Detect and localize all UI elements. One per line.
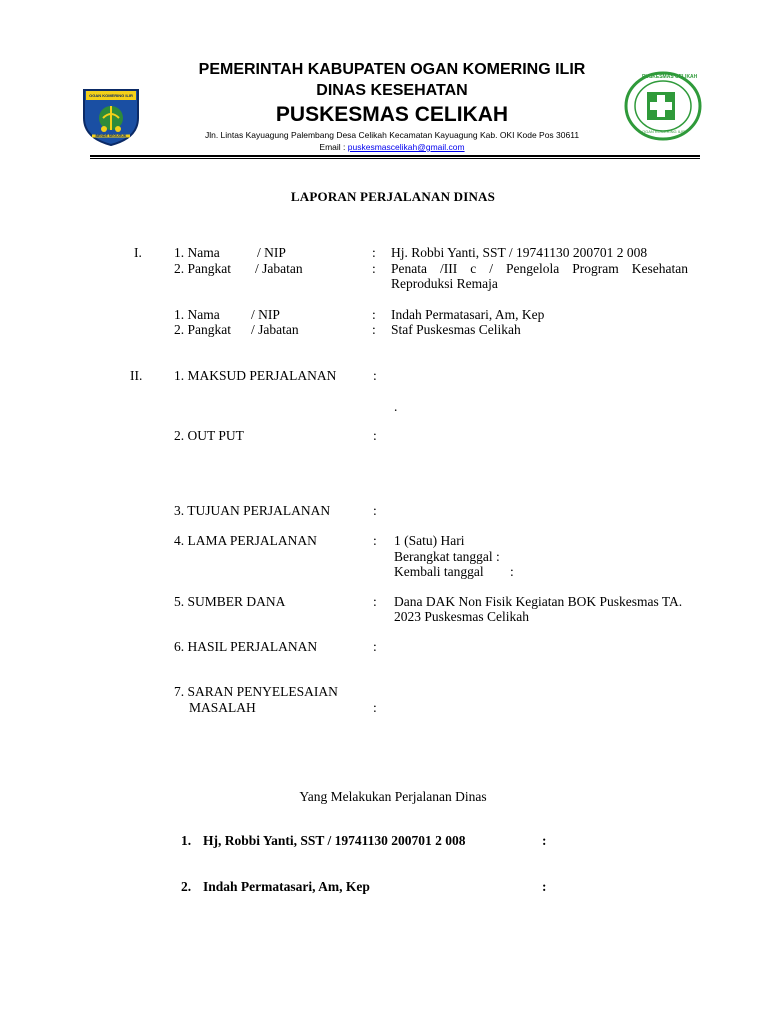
p2-pangkat-value: Staf Puskesmas Celikah bbox=[391, 322, 521, 337]
signature-1-number: 1. bbox=[181, 833, 192, 848]
hasil-label: 6. HASIL PERJALANAN bbox=[174, 639, 318, 654]
saran-colon: : bbox=[373, 700, 377, 715]
tujuan-colon: : bbox=[373, 503, 377, 518]
sumber-label: 5. SUMBER DANA bbox=[174, 594, 286, 609]
letterhead-address: Jln. Lintas Kayuagung Palembang Desa Celikah Kecamatan Kayuagung Kab. OKI Kode Pos 30611 bbox=[204, 130, 580, 140]
p2-pangkat-colon: : bbox=[372, 322, 376, 337]
tujuan-label: 3. TUJUAN PERJALANAN bbox=[174, 503, 331, 518]
letterhead-institution: PUSKESMAS CELIKAH bbox=[275, 103, 509, 126]
lama-value: 1 (Satu) Hari bbox=[394, 533, 465, 548]
letterhead-government: PEMERINTAH KABUPATEN OGAN KOMERING ILIR bbox=[198, 61, 586, 78]
header-rule-thick bbox=[90, 155, 700, 157]
p1-pangkat-label: 2. Pangkat bbox=[174, 261, 231, 276]
p1-pangkat-value: Penata /III c / Pengelola Program Kesehatan Reproduksi Remaja bbox=[391, 261, 688, 291]
output-colon: : bbox=[373, 428, 377, 443]
emblem-top-text: OGAN KOMERING ILIR bbox=[89, 93, 133, 98]
saran-label-line2: MASALAH bbox=[189, 700, 256, 715]
letterhead-email-line bbox=[150, 142, 634, 153]
document-title: LAPORAN PERJALANAN DINAS bbox=[290, 189, 496, 204]
signature-2-name: Indah Permatasari, Am, Kep bbox=[203, 879, 370, 894]
p1-nip-label: / NIP bbox=[257, 245, 286, 260]
emblem-bottom-text: BENDE SEGUGUK bbox=[95, 134, 127, 138]
p1-nama-colon: : bbox=[372, 245, 376, 260]
signature-2-colon: : bbox=[542, 879, 547, 894]
sumber-colon: : bbox=[373, 594, 377, 609]
kembali-colon: : bbox=[510, 564, 514, 579]
berangkat-tanggal: Berangkat tanggal : bbox=[394, 549, 500, 564]
seal-bottom-text: OGAN KOMERING ILIR bbox=[642, 129, 686, 134]
signature-heading: Yang Melakukan Perjalanan Dinas bbox=[299, 789, 487, 804]
hasil-colon: : bbox=[373, 639, 377, 654]
seal-top-text: PUSKESMAS CELIKAH bbox=[642, 74, 698, 80]
section-2-roman: II. bbox=[130, 368, 143, 383]
output-label: 2. OUT PUT bbox=[174, 428, 244, 443]
p1-pangkat-colon: : bbox=[372, 261, 376, 276]
p2-nip-label: / NIP bbox=[251, 307, 280, 322]
p1-jabatan-label: / Jabatan bbox=[255, 261, 303, 276]
email-link[interactable]: puskesmascelikah@gmail.com bbox=[347, 142, 465, 152]
sumber-value: Dana DAK Non Fisik Kegiatan BOK Puskesmas TA. 2023 Puskesmas Celikah bbox=[394, 594, 683, 624]
lama-label: 4. LAMA PERJALANAN bbox=[174, 533, 317, 548]
signature-1-name: Hj, Robbi Yanti, SST / 19741130 200701 2 008 bbox=[203, 833, 466, 848]
email-label: Email : bbox=[319, 142, 346, 152]
maksud-label: 1. MAKSUD PERJALANAN bbox=[174, 368, 337, 383]
maksud-colon: : bbox=[373, 368, 377, 383]
p2-nama-label: 1. Nama bbox=[174, 307, 220, 322]
p2-pangkat-label: 2. Pangkat bbox=[174, 322, 231, 337]
p2-nama-value: Indah Permatasari, Am, Kep bbox=[391, 307, 545, 322]
puskesmas-seal-icon bbox=[624, 71, 702, 141]
saran-label-line1: 7. SARAN PENYELESAIAN bbox=[174, 684, 338, 699]
p2-jabatan-label: / Jabatan bbox=[251, 322, 299, 337]
maksud-dot: . bbox=[394, 399, 398, 414]
signature-2-number: 2. bbox=[181, 879, 192, 894]
lama-colon: : bbox=[373, 533, 377, 548]
letterhead-department: DINAS KESEHATAN bbox=[316, 82, 468, 99]
p2-nama-colon: : bbox=[372, 307, 376, 322]
p1-nama-value: Hj. Robbi Yanti, SST / 19741130 200701 2 008 bbox=[391, 245, 648, 260]
kembali-tanggal: Kembali tanggal bbox=[394, 564, 484, 579]
regency-emblem-icon bbox=[78, 82, 144, 148]
header-rule-thin bbox=[90, 158, 700, 159]
signature-1-colon: : bbox=[542, 833, 547, 848]
section-1-roman: I. bbox=[134, 245, 142, 260]
p1-nama-label: 1. Nama bbox=[174, 245, 220, 260]
